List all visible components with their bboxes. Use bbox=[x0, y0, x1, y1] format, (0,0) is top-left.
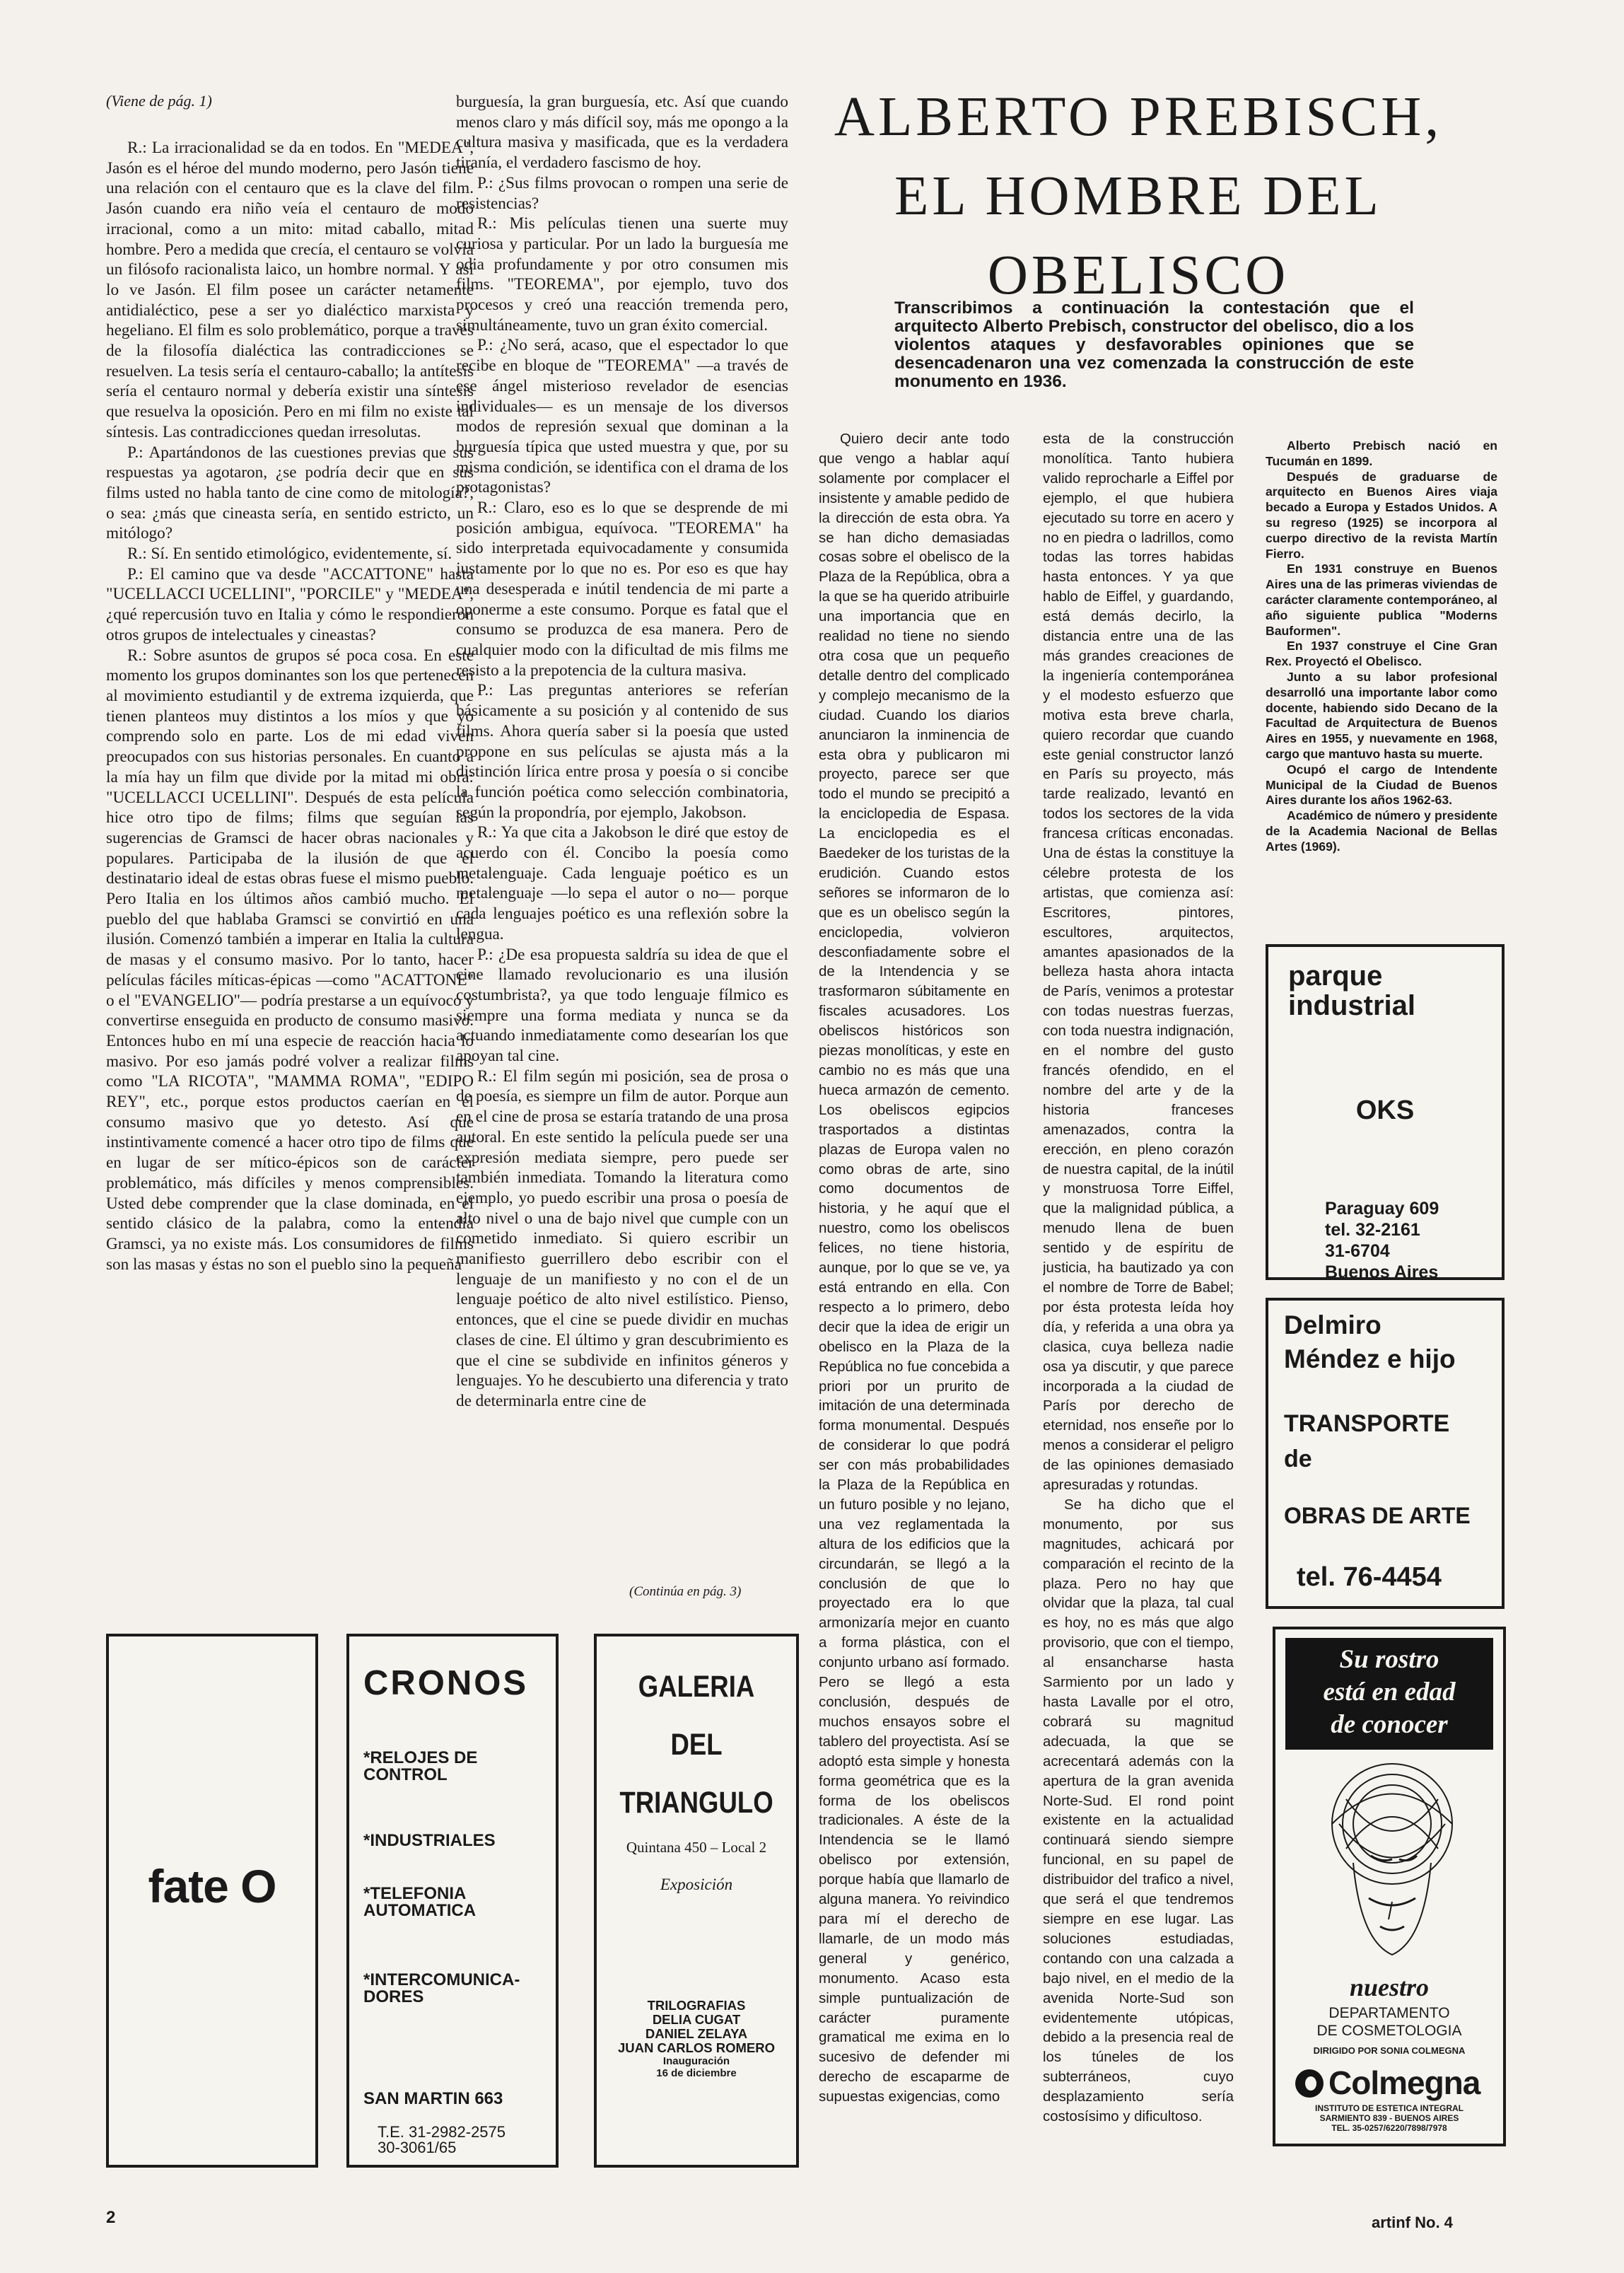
ad-parque-brand: OKS bbox=[1355, 1095, 1415, 1125]
ad-colmegna-address: SARMIENTO 839 - BUENOS AIRES bbox=[1319, 2113, 1459, 2123]
ad-galeria-label: Exposición bbox=[660, 1876, 733, 1893]
ad-galeria-title-3: TRIANGULO bbox=[619, 1786, 773, 1820]
continued-from: (Viene de pág. 1) bbox=[106, 92, 212, 110]
feature-title-line-3: OBELISCO bbox=[987, 245, 1290, 306]
ad-parque-contact bbox=[1325, 1198, 1439, 1280]
page-number: 2 bbox=[106, 2208, 116, 2227]
ad-colmegna-headline-3: de conocer bbox=[1331, 1710, 1448, 1739]
paragraph: P.: ¿No será, acaso, que el espectador lo que recibe en bloque de "TEOREMA" —a través de ese ángel misterioso revelador de esencias individuales— es un mensaje de los diversos modos de represión sexual que dominan a la burguesía típica que usted muestra y que, por su misma condición, se identifica con el drama de los protagonistas? bbox=[456, 336, 788, 497]
paragraph: Académico de número y presidente de la Academia Nacional de Bellas Artes (1969). bbox=[1266, 808, 1497, 854]
ad-delmiro-line4: de bbox=[1284, 1446, 1312, 1472]
ad-fate bbox=[106, 1634, 318, 2168]
ad-colmegna-nuestro: nuestro bbox=[1349, 1973, 1430, 2001]
ad-colmegna-institute: INSTITUTO DE ESTETICA INTEGRAL bbox=[1314, 2103, 1464, 2113]
ad-cronos-address: SAN MARTIN 663 bbox=[363, 2089, 503, 2108]
paragraph: P.: ¿Sus films provocan o rompen una serie de resistencias? bbox=[456, 173, 788, 213]
ad-galeria-exhibition bbox=[597, 1999, 796, 2079]
ad-cronos-phone-2: 30-3061/65 bbox=[378, 2139, 457, 2156]
paragraph: Después de graduarse de arquitecto en Buenos Aires viaja becado a Europa y Estados Unidos. A su regreso (1925) se incorpora al cuerpo directivo de la revista Martín Fierro. bbox=[1266, 469, 1497, 561]
ad-galeria-title bbox=[612, 1658, 781, 1832]
paragraph: R.: Sobre asuntos de grupos sé poca cosa. En este momento los grupos dominantes son los que pertenecen al movimiento estudiantil y de extrema izquierda, que tienen planteos muy distintos a los míos y que yo comprendo solo en parte. Los de mi edad viven preocupados con sus historias personales. En cuanto a la mía hay un film que divide por la mitad mi obra: "UCELLACCI UCELLINI". Después de esta película hice otro tipo de films; films que seguían las sugerencias de Gramsci de hacer obras nacionales y populares. Participaba de la ilusión de que el destinatario ideal de estas obras fuese el mismo pueblo. Pero Italia en los últimos años cambió mucho. El pueblo del que hablaba Gramsci se convirtió en una ilusión. Comenzó también a imperar en Italia la cultura de masas y el consumo masivo. Por lo tanto, hacer películas fáciles míticas-épicas —como "ACATTONE" o el "EVANGELIO"— podría prestarse a un equívoco y convertirse enseguida en producto de consumo masivo. Entonces hubo en mí una especie de reacción hacia lo masivo. Por eso jamás podré volver a realizar films como "LA RICOTA", "MAMMA ROMA", "EDIPO REY", etc., porque estos productos caerían en el consumo masivo que yo detesto. Así que instintivamente comencé a hacer otro tipo de films que en lugar de ser mítico-épicos son de carácter problemático, más difíciles y menos comprensibles. Usted debe comprender que la clase dominada, en el sentido clásico de la palabra, como la entendía Gramsci, ya no existe más. Los consumidores de films son las masas y éstas no son el pueblo sino la pequeña bbox=[106, 646, 474, 1274]
ad-parque-line1: parque bbox=[1288, 960, 1383, 992]
ad-cronos-item-1: *RELOJES DE CONTROL bbox=[363, 1748, 478, 1784]
paragraph: R.: La irracionalidad se da en todos. En "MEDEA", Jasón es el héroe del mundo moderno, pero Jasón tiene una relación con el centauro que es la clave del film. Jasón cuando era niño veía el centauro de modo irracional, como a un mito: mitad caballo, mitad hombre. Pero a medida que crecía, el centauro se volvía un filósofo racionalista laico, un hombre normal. Y así lo ve Jasón. El film posee un carácter netamente antidialéctico, pese a ser yo dialéctico marxista y hegeliano. El film es solo problemático, porque a través de la filosofía dialéctica las contradicciones se resuelven. La tesis sería el centauro-caballo; la antítesis sería el centauro normal y debería existir una síntesis que resuelva la oposición. Pero en mi film no existe tal síntesis. Las contradicciones quedan irresolutas. bbox=[106, 139, 474, 441]
ad-colmegna-brand: Colmegna bbox=[1328, 2064, 1480, 2101]
ad-galeria-artist-3: JUAN CARLOS ROMERO bbox=[617, 2040, 775, 2055]
ad-delmiro-line2: Méndez e hijo bbox=[1284, 1344, 1456, 1373]
biography bbox=[1266, 438, 1497, 919]
ad-parque-tel1: tel. 32-2161 bbox=[1325, 1220, 1420, 1240]
paragraph: P.: Apartándonos de las cuestiones previas que sus respuestas ya agotaron, ¿se podría decir que en sus films usted no habla tanto de cine como de mitología?, o sea: ¿más que cineasta sería, en sentido estricto, un mitólogo? bbox=[106, 443, 474, 543]
feature-intro: Transcribimos a continuación la contestación que el arquitecto Alberto Prebisch, constructor del obelisco, dio a los violentos ataques y desfavorables opiniones que se desencadenaron una vez comenzada la construcción de este monumento en 1936. bbox=[894, 298, 1414, 391]
paragraph: P.: El camino que va desde "ACCATTONE" hasta "UCELLACCI UCELLINI", "PORCILE" y "MEDEA", ¿qué repercusión tuvo en Italia y cómo le respondieron otros grupos de intelectuales y cineastas? bbox=[106, 564, 474, 644]
feature-column-2 bbox=[1043, 430, 1234, 2159]
continued-on: (Continúa en pág. 3) bbox=[629, 1584, 742, 1599]
interview-column-1 bbox=[106, 138, 474, 1602]
paragraph: En 1931 construye en Buenos Aires una de las primeras viviendas de carácter claramente contemporáneo, al año siguiente publica "Moderns Bauformen". bbox=[1266, 562, 1497, 638]
paragraph: burguesía, la gran burguesía, etc. Así que cuando menos claro y más difícil soy, más me opongo a la cultura masiva y masificada, que es la verdadera tiranía, el verdadero fascismo de hoy. bbox=[456, 93, 788, 173]
ad-parque-city: Buenos Aires bbox=[1325, 1262, 1439, 1280]
paragraph: R.: Claro, eso es lo que se desprende de mi posición ambigua, equívoca. "TEOREMA" ha sido interpretada equivocadamente y consumida justamente por lo que no es. Por eso es que hay una desesperada e inútil tendencia de mi parte a oponerme a este consumo. Porque es fatal que el consumo se produzca de esa manera. Pero de cualquier modo con la dificultad de mis films me resisto a la prepotencia de la cultura masiva. bbox=[456, 499, 788, 680]
ad-galeria-title-2: DEL bbox=[670, 1728, 723, 1762]
ad-cronos-phones bbox=[378, 2124, 506, 2156]
ad-colmegna bbox=[1273, 1627, 1506, 2146]
paragraph: Se ha dicho que el monumento, por sus magnitudes, achicará por comparación el recinto de la plaza. Pero no hay que olvidar que la plaza, tal cual es hoy, no es más que algo provisorio, que con el tiempo, al ensancharse hasta Sarmiento por un lado y hasta Lavalle por el otro, cobrará su magnitud adecuada, la que se acrecentará además con la apertura de la gran avenida Norte-Sud. El rond point existente en la actualidad continuará siendo siempre funcional, en su papel de distribuidor del trafico a nivel, que será el que tendremos siempre en ese lugar. Las soluciones estudiadas, contando con una calzada a bajo nivel, en el medio de la avenida Norte-Sud son evidentemente utópicas, debido a la presencia real de los túneles de los subterráneos, cuyo desplazamiento sería costosísimo y dificultoso. bbox=[1043, 1496, 1234, 2125]
ad-colmegna-dept-2: DE COSMETOLOGIA bbox=[1316, 2023, 1462, 2039]
paragraph: P.: Las preguntas anteriores se referían básicamente a su posición y al contenido de sus films. Ahora quería saber si la poesía que usted propone en sus películas se ajusta más a la distinción lírica entre prosa y poesía o si concibe la función poética como selección combinatoria, según la propondría, por ejemplo, Jakobson. bbox=[456, 681, 788, 822]
feature-column-1 bbox=[819, 430, 1010, 2159]
ad-delmiro-phone: tel. 76-4454 bbox=[1297, 1562, 1442, 1592]
ad-colmegna-headline-1: Su rostro bbox=[1339, 1645, 1439, 1674]
ad-cronos-item-2: *INDUSTRIALES bbox=[363, 1831, 496, 1850]
feature-title bbox=[831, 78, 1446, 315]
feature-title-line-1: ALBERTO PREBISCH, bbox=[834, 86, 1443, 148]
ad-galeria-artist-1: DELIA CUGAT bbox=[652, 2012, 741, 2027]
paragraph: Ocupó el cargo de Intendente Municipal de la Ciudad de Buenos Aires durante los años 1962-63. bbox=[1266, 762, 1497, 808]
ad-parque-industrial bbox=[1266, 944, 1505, 1280]
ad-cronos-item-3: *TELEFONIA AUTOMATICA bbox=[363, 1884, 477, 1920]
ad-parque-tel2: 31-6704 bbox=[1325, 1241, 1390, 1261]
ad-galeria-artist-2: DANIEL ZELAYA bbox=[645, 2026, 748, 2041]
ad-colmegna-tel: TEL. 35-0257/6220/7898/7978 bbox=[1331, 2123, 1447, 2133]
ad-delmiro-line1: Delmiro bbox=[1284, 1310, 1381, 1339]
paragraph: Junto a su labor profesional desarrolló una importante labor como docente, habiendo sido Decano de la Facultad de Arquitectura de Buenos Aires en 1955, y nuevamente en 1968, cargo que mantuvo hasta su muerte. bbox=[1266, 669, 1497, 761]
issue-label: artinf No. 4 bbox=[1372, 2214, 1453, 2231]
ad-delmiro-line3: TRANSPORTE bbox=[1284, 1410, 1450, 1437]
ad-galeria-date: 16 de diciembre bbox=[656, 2067, 737, 2079]
interview-column-2 bbox=[456, 92, 788, 1591]
ad-delmiro-line5: OBRAS DE ARTE bbox=[1284, 1503, 1471, 1528]
ad-parque-line2: industrial bbox=[1288, 990, 1416, 1021]
feature-title-line-2: EL HOMBRE DEL bbox=[894, 165, 1382, 227]
paragraph: Alberto Prebisch nació en Tucumán en 1899. bbox=[1266, 438, 1497, 468]
paragraph: R.: El film según mi posición, sea de prosa o de poesía, es siempre un film de autor. Porque aun en el cine de prosa se estaría tratando de una prosa autoral. En este sentido la película puede ser una expresión mediata siempre, pero puede ser también inmediata. Tomando la literatura como ejemplo, yo puedo escribir una prosa o poesía de alto nivel o una de bajo nivel que cumple con un cometido inmediato. Si quiero escribir un manifiesto guerrillero debo escribir con el lenguaje de un manifiesto y no con el de un lenguaje poético de alto nivel estilístico. Pienso, entonces, que el cine se puede dividir en muchas clases de cine. El último y gran descubrimiento es que el cine se subdivide en infinitos géneros y lenguajes. Yo he descubierto una diferencia y trato de determinarla entre cine de bbox=[456, 1066, 788, 1410]
colmegna-logo-icon bbox=[1295, 2069, 1324, 2098]
ad-delmiro-mendez bbox=[1266, 1298, 1505, 1609]
ad-parque-address: Paraguay 609 bbox=[1325, 1199, 1439, 1219]
ad-colmegna-headline bbox=[1285, 1644, 1493, 1741]
paragraph: P.: ¿De esa propuesta saldría su idea de que el cine llamado revolucionario es una ilusión costumbrista?, ya que todo lenguaje fílmico es siempre una forma mediata y nunca se da actuando inmediatamente como desearían los que apoyan tal cine. bbox=[456, 945, 788, 1066]
ad-galeria-artists-label: TRILOGRAFIAS bbox=[647, 1998, 746, 2013]
ad-galeria-opening: Inauguración bbox=[662, 2055, 730, 2067]
ad-colmegna-director: DIRIGIDO POR SONIA COLMEGNA bbox=[1313, 2045, 1466, 2056]
paragraph: R.: Sí. En sentido etimológico, evidentemente, sí. bbox=[127, 545, 452, 564]
ad-colmegna-details bbox=[1275, 2103, 1503, 2133]
ad-colmegna-headline-2: está en edad bbox=[1323, 1678, 1456, 1707]
ad-galeria-address: Quintana 450 – Local 2 bbox=[626, 1839, 767, 1856]
paragraph: esta de la construcción monolítica. Tanto hubiera valido reprocharle a Eiffel por ejemplo, el que hubiera ejecutado su torre en acero y no en piedra o ladrillos, como todas las torres habidas hasta entonces. Y ya que hablo de Eiffel, y guardando, está demás decirlo, la distancia entre una de las más grandes creaciones de la ingeniería contemporánea y el modesto esfuerzo que motiva esta breve charla, quiero recordar que cuando este genial constructor lanzó en París su proyecto, más tarde realizado, levantó en todos los sectores de la vida francesa críticas enconadas. Una de éstas la constituye la célebre protesta de los artistas, que comienza así: Escritores, pintores, escultores, arquitectos, amantes apasionados de la belleza hasta ahora intacta de París, venimos a protestar con todas nuestras fuerzas, con toda nuestra indignación, en el nombre del gusto francés ofendido, en el nombre del arte y de la historia franceses amenazados, contra la erección, en pleno corazón de nuestra capital, de la inútil y monstruosa Torre Eiffel, que la malignidad pública, a menudo llena de buen sentido y de espíritu de justicia, ha bautizado ya con el nombre de Torre de Babel; por ésta protesta leída hoy día, y referida a una obra ya clasica, cuya belleza nadie osa ya discutir, y que parece incorporada a la ciudad de París por derecho de eternidad, nos enseñe por lo menos a considerar el peligro de las opiniones demasiado apresuradas y rotundas. bbox=[1043, 431, 1234, 1494]
ad-galeria-triangulo bbox=[594, 1634, 799, 2168]
ad-galeria-title-1: GALERIA bbox=[638, 1670, 755, 1704]
ad-colmegna-dept bbox=[1275, 2004, 1503, 2040]
ad-cronos-item-4: *INTERCOMUNICA-DORES bbox=[363, 1970, 520, 2006]
ad-cronos-name: CRONOS bbox=[363, 1664, 529, 1702]
paragraph: R.: Mis películas tienen una suerte muy curiosa y particular. Por un lado la burguesía me odia profundamente y por otro consumen mis films. "TEOREMA", por ejemplo, tuvo dos procesos y creó una reacción tremenda pero, simultáneamente, tuvo un gran éxito comercial. bbox=[456, 214, 788, 335]
ad-cronos-phone-1: T.E. 31-2982-2575 bbox=[378, 2123, 506, 2141]
paragraph: R.: Ya que cita a Jakobson le diré que estoy de acuerdo con él. Concibo la poesía como metalenguaje. Cada lenguaje poético es un metalenguaje —lo sepa el autor o no— porque cada lenguajes poético es una reflexión sobre la lengua. bbox=[456, 823, 788, 943]
ad-colmegna-dept-1: DEPARTAMENTO bbox=[1328, 2005, 1450, 2021]
ad-fate-logo: fate O bbox=[148, 1860, 276, 1912]
ad-cronos bbox=[346, 1634, 559, 2168]
face-illustration-icon bbox=[1304, 1757, 1480, 1962]
paragraph: Quiero decir ante todo que vengo a hablar aquí solamente por complacer el insistente y amable pedido de la dirección de esta obra. Ya se han dicho demasiadas cosas sobre el obelisco de la Plaza de la República, obra a la que se ha querido atribuirle una importancia que en realidad no tiene no siendo otra cosa que un pequeño detalle dentro del complicado y complejo mecanismo de la ciudad. Cuando los diarios anunciaron la inminencia de esta obra y publicaron mi proyecto, parece ser que todo el mundo se precipitó a la enciclopedia de Espasa. La enciclopedia es el Baedeker de los turistas de la erudición. Cuando estos señores se informaron de lo que es un obelisco según la enciclopedia, volvieron desconfiadamente sobre el de la Intendencia y se trasformaron súbitamente en fiscales acusadores. Los obeliscos históricos son piezas monolíticas, y este en cambio no es más que una hueca armazón de cemento. Los obeliscos egipcios trasportados a distintas plazas de Europa valen no como obras de arte, sino como documentos de historia, y he aquí que el nuestro, como los obeliscos felices, no tiene historia, aunque, por lo que se ve, ya está entrando en ella. Con respecto a lo primero, debo decir que la idea de erigir un obelisco en la Plaza de la República no fue concebida a priori por un prurito de imitación de una determinada forma monumental. Después de considerar lo que podrá ser con más probabilidades la Plaza de la República en un futuro posible y no lejano, una vez reglamentada la altura de los edificios que la circundarán, se llegó a la conclusión de que lo proyectado era lo que armonizaría mejor en cuanto a forma plástica, con el conjunto urbano así formado. Pero se llegó a esta conclusión, después de muchos ensayos sobre el tablero del proyectista. Así se adoptó esta simple y honesta forma geométrica que es la forma de los obeliscos tradicionales. A éste de la Intendencia se le llamó obelisco por extensión, porque había que llamarlo de alguna manera. Yo reivindico para mí el derecho de llamarle, de un modo más general y genérico, monumento. Acaso esta simple puntualización de carácter puramente gramatical me exima en lo sucesivo de defender mi derecho de escaparme de supuestas exigencias, como bbox=[819, 431, 1010, 2105]
paragraph: En 1937 construye el Cine Gran Rex. Proyectó el Obelisco. bbox=[1266, 639, 1497, 669]
